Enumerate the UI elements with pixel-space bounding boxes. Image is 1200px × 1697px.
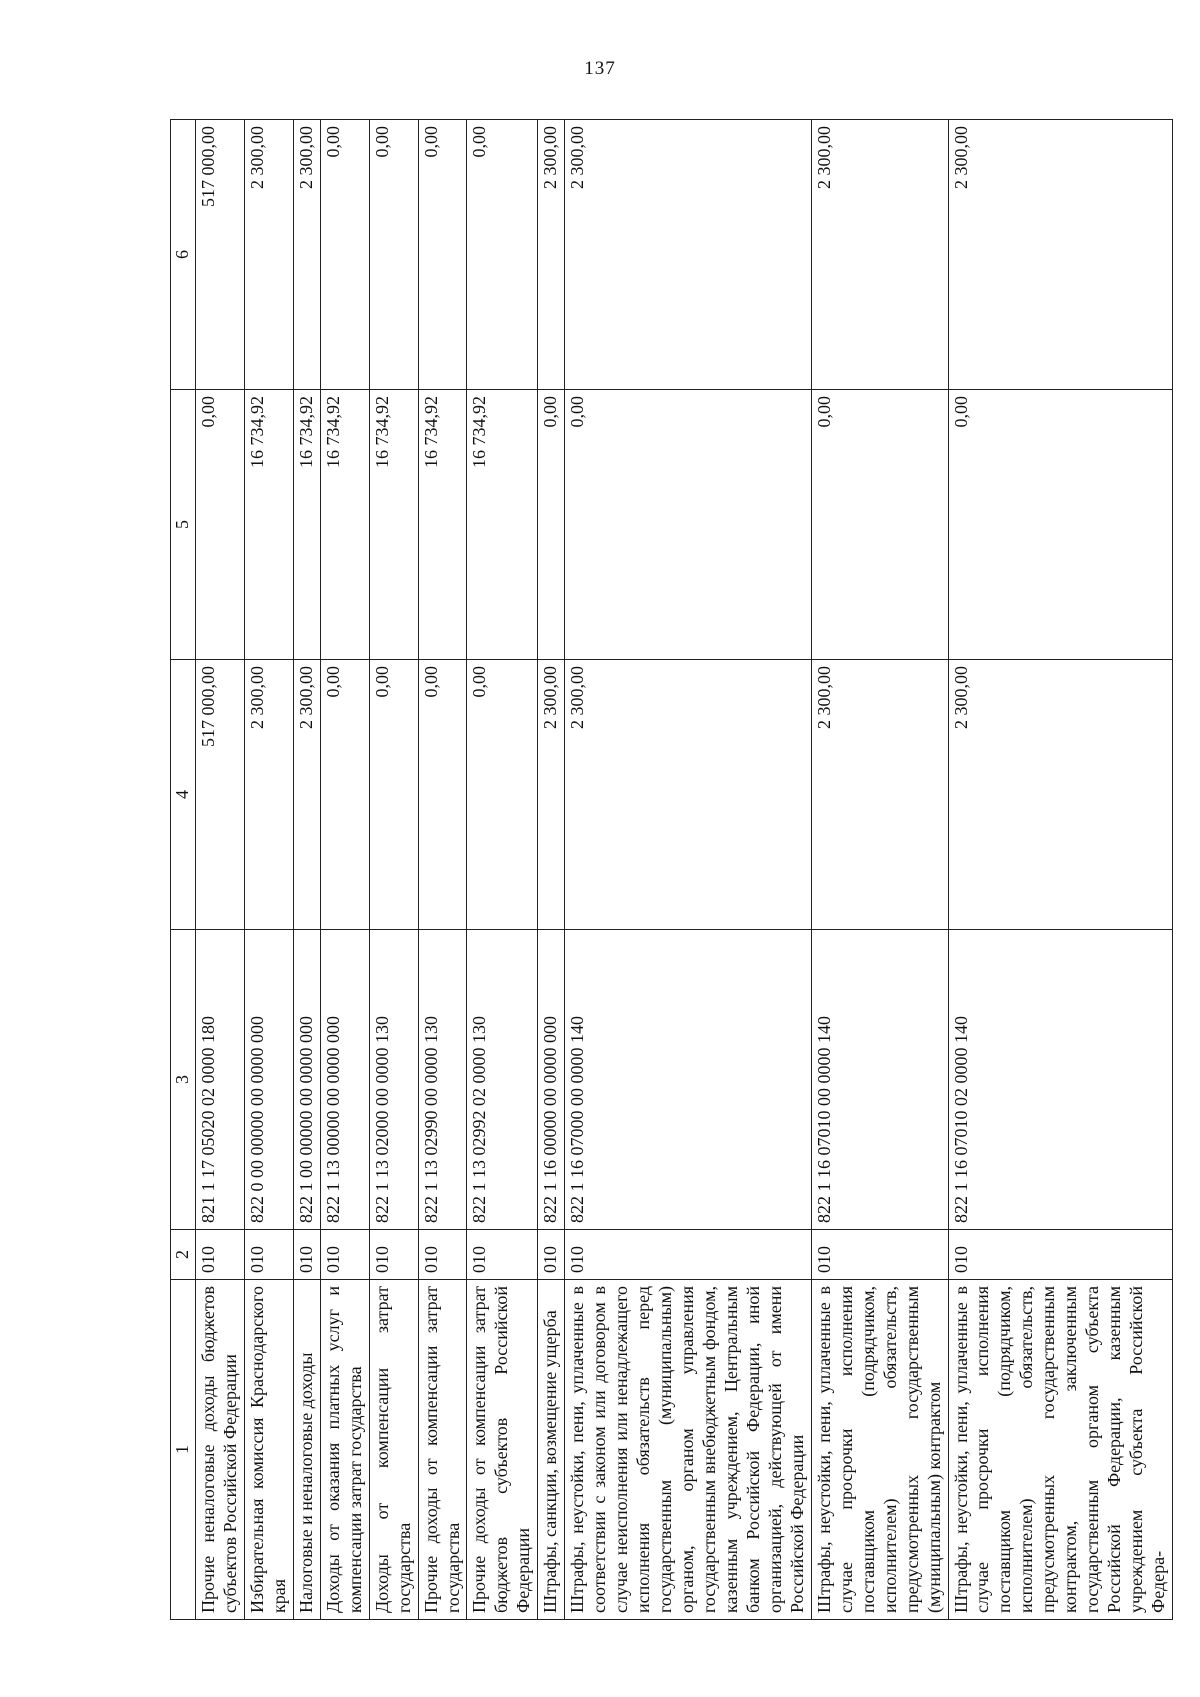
row-col5: 0,00: [811, 390, 948, 660]
row-col4: 2 300,00: [565, 660, 811, 930]
row-code: 010: [320, 1230, 369, 1280]
row-col6: 2 300,00: [538, 120, 565, 390]
row-col4: 0,00: [369, 660, 418, 930]
header-col-3: 3: [171, 930, 196, 1230]
header-col-5: 5: [171, 390, 196, 660]
row-col4: 2 300,00: [948, 660, 1173, 930]
row-name: Штрафы, неустойки, пени, уплаченные в случае просрочки исполнения поставщиком (подрядчиком, исполнителем) обязательств, предусмотренных государственным контрактом, заключенным государственным органом субъекта Российской Федерации, казенным учреждением субъекта Российской Федера-: [948, 1280, 1173, 1620]
row-col5: 0,00: [538, 390, 565, 660]
page-number: 137: [584, 58, 616, 79]
row-col5: 16 734,92: [418, 390, 467, 660]
header-col-6: 6: [171, 120, 196, 390]
row-col6: 2 300,00: [948, 120, 1173, 390]
row-kbk: 821 1 17 05020 02 0000 180: [196, 930, 245, 1230]
row-col4: 0,00: [418, 660, 467, 930]
row-col6: 517 000,00: [196, 120, 245, 390]
row-name: Прочие неналоговые доходы бюджетов субъектов Российской Федерации: [196, 1280, 245, 1620]
row-code: 010: [538, 1230, 565, 1280]
row-kbk: 822 1 13 02990 00 0000 130: [418, 930, 467, 1230]
row-kbk: 822 1 16 07010 00 0000 140: [811, 930, 948, 1230]
row-col4: 2 300,00: [244, 660, 293, 930]
row-col4: 0,00: [467, 660, 538, 930]
table-row: [565, 120, 811, 1620]
row-name: Штрафы, неустойки, пени, уплаченные в случае просрочки исполнения поставщиком (подрядчиком, исполнителем) обязательств, предусмотренных государственным (муниципальным) контрактом: [811, 1280, 948, 1620]
table-row: [244, 120, 293, 1620]
row-col5: 0,00: [948, 390, 1173, 660]
row-name: Доходы от компенсации затрат государства: [369, 1280, 418, 1620]
row-col4: 2 300,00: [293, 660, 320, 930]
row-col4: 517 000,00: [196, 660, 245, 930]
table-row: [948, 120, 1173, 1620]
row-kbk: 822 1 00 00000 00 0000 000: [293, 930, 320, 1230]
table-row: [811, 120, 948, 1620]
row-kbk: 822 1 16 07010 02 0000 140: [948, 930, 1173, 1230]
row-kbk: 822 1 16 00000 00 0000 000: [538, 930, 565, 1230]
header-col-4: 4: [171, 660, 196, 930]
table-row: [369, 120, 418, 1620]
row-kbk: 822 1 13 02000 00 0000 130: [369, 930, 418, 1230]
row-code: 010: [196, 1230, 245, 1280]
row-kbk: 822 1 16 07000 00 0000 140: [565, 930, 811, 1230]
row-col6: 2 300,00: [565, 120, 811, 390]
revenue-table: [170, 119, 1173, 1620]
row-name: Штрафы, санкции, возмещение ущерба: [538, 1280, 565, 1620]
row-col5: 16 734,92: [320, 390, 369, 660]
row-col5: 16 734,92: [293, 390, 320, 660]
row-code: 010: [811, 1230, 948, 1280]
header-col-1: 1: [171, 1280, 196, 1620]
table-row: [196, 120, 245, 1620]
row-col5: 0,00: [565, 390, 811, 660]
row-kbk: 822 1 13 02992 02 0000 130: [467, 930, 538, 1230]
rotated-table-container: [170, 120, 1169, 1620]
row-col5: 16 734,92: [369, 390, 418, 660]
table-row: [418, 120, 467, 1620]
row-col6: 0,00: [369, 120, 418, 390]
row-code: 010: [565, 1230, 811, 1280]
row-name: Прочие доходы от компенсации затрат бюджетов субъектов Российской Федерации: [467, 1280, 538, 1620]
row-code: 010: [467, 1230, 538, 1280]
row-name: Доходы от оказания платных услуг и компенсации затрат государства: [320, 1280, 369, 1620]
row-name: Штрафы, неустойки, пени, уплаченные в соответствии с законом или договором в случае неисполнения или ненадлежащего исполнения обязательств перед государственным (муниципальным) органом, органом управления государственным внебюджетным фондом, казенным учреждением, Центральным банком Российской Федерации, иной организацией, действующей от имени Российской Федерации: [565, 1280, 811, 1620]
row-col6: 2 300,00: [244, 120, 293, 390]
table-row: [293, 120, 320, 1620]
row-col5: 16 734,92: [244, 390, 293, 660]
table-row: [538, 120, 565, 1620]
table-header-row: [171, 120, 196, 1620]
row-code: 010: [369, 1230, 418, 1280]
table-row: [320, 120, 369, 1620]
row-col4: 2 300,00: [538, 660, 565, 930]
row-kbk: 822 0 00 00000 00 0000 000: [244, 930, 293, 1230]
row-code: 010: [244, 1230, 293, 1280]
row-col5: 0,00: [196, 390, 245, 660]
table-row: [467, 120, 538, 1620]
row-name: Избирательная комиссия Краснодарского края: [244, 1280, 293, 1620]
row-col6: 0,00: [467, 120, 538, 390]
row-kbk: 822 1 13 00000 00 0000 000: [320, 930, 369, 1230]
row-col5: 16 734,92: [467, 390, 538, 660]
row-col6: 2 300,00: [811, 120, 948, 390]
header-col-2: 2: [171, 1230, 196, 1280]
row-col6: 2 300,00: [293, 120, 320, 390]
row-name: Налоговые и неналоговые доходы: [293, 1280, 320, 1620]
row-name: Прочие доходы от компенсации затрат государства: [418, 1280, 467, 1620]
row-code: 010: [293, 1230, 320, 1280]
row-col4: 0,00: [320, 660, 369, 930]
row-code: 010: [418, 1230, 467, 1280]
row-code: 010: [948, 1230, 1173, 1280]
row-col6: 0,00: [320, 120, 369, 390]
row-col4: 2 300,00: [811, 660, 948, 930]
row-col6: 0,00: [418, 120, 467, 390]
